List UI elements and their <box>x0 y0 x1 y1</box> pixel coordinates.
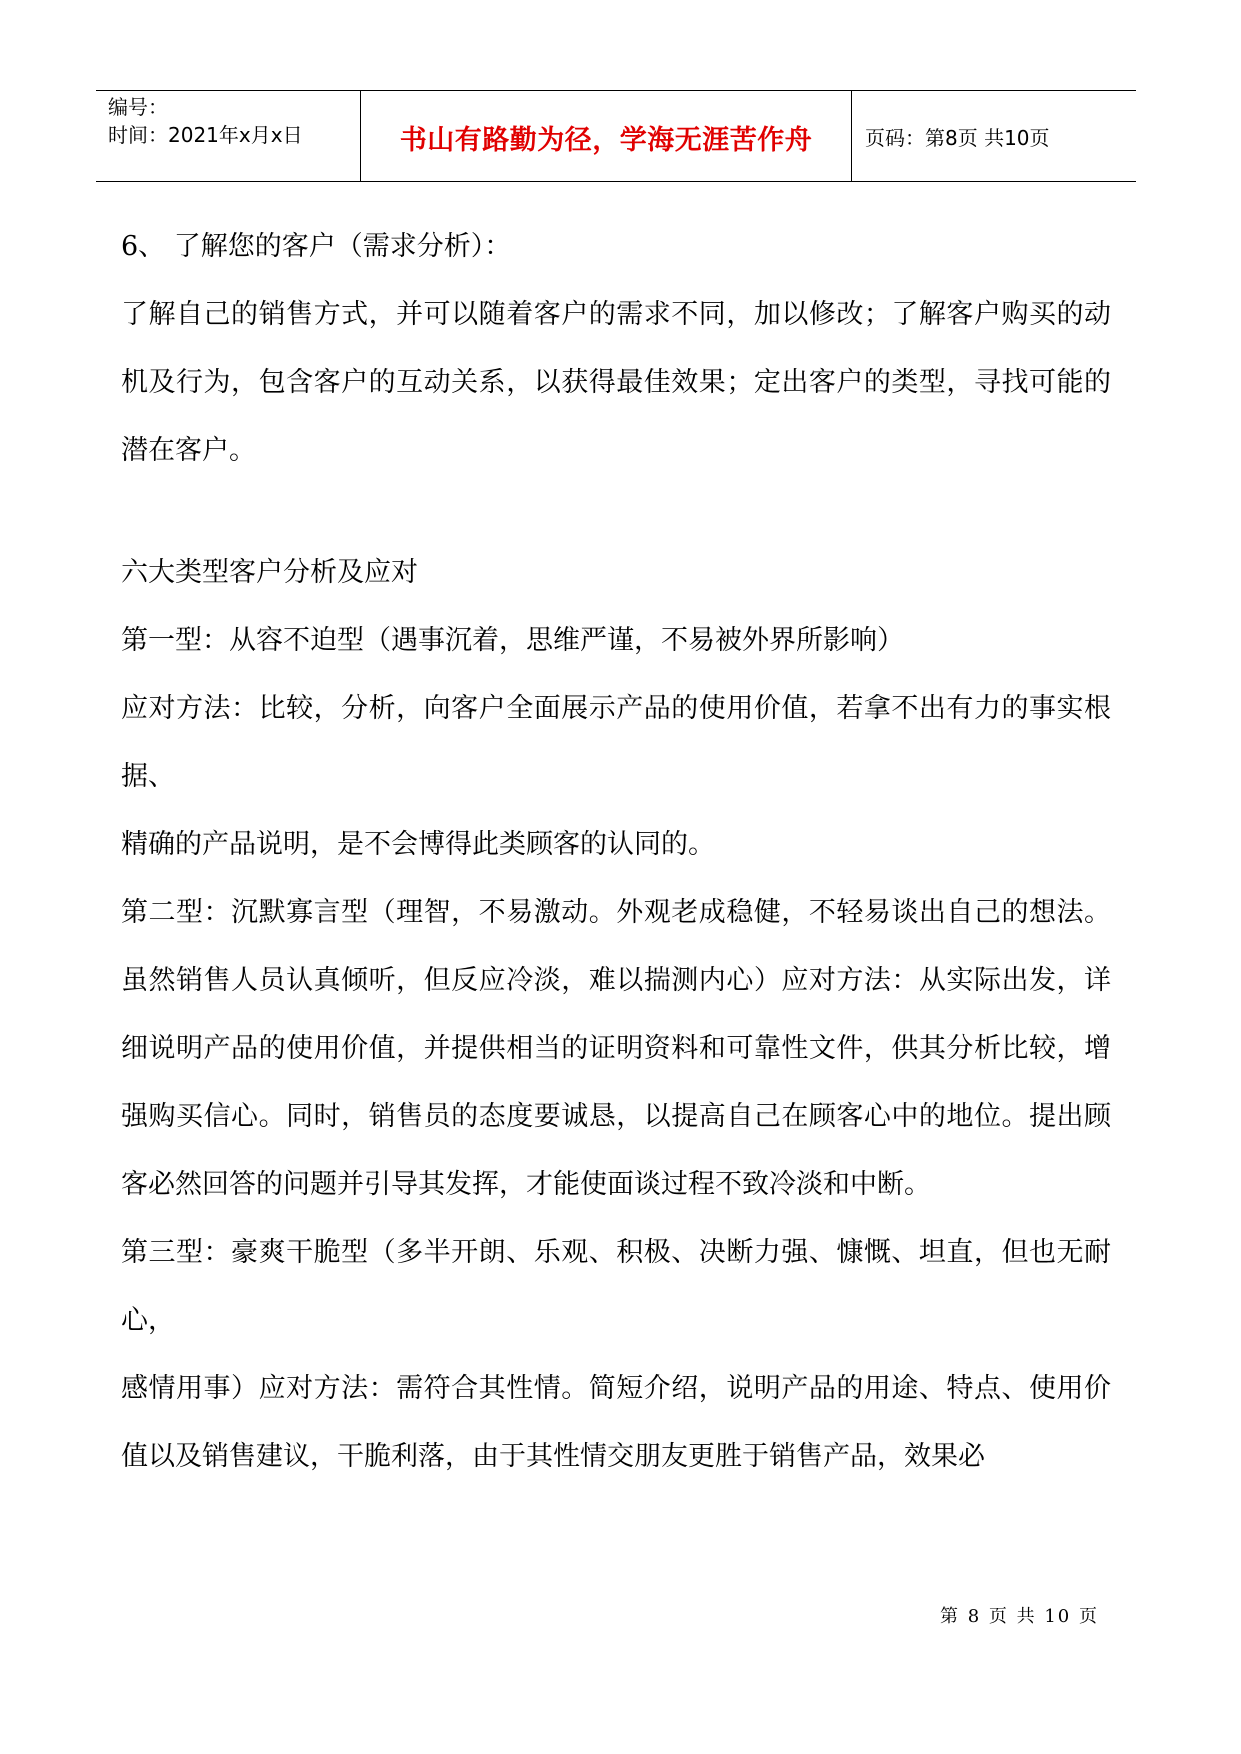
motto-text: 书山有路勤为径，学海无涯苦作舟 <box>399 124 813 156</box>
date-label: 时间：2021年x月x日 <box>108 123 303 147</box>
paragraph: 第二型：沉默寡言型（理智，不易激动。外观老成稳健，不轻易谈出自己的想法。虽然销售人员认真倾听，但反应冷淡，难以揣测内心）应对方法：从实际出发，详细说明产品的使用价值，并提供相当的证明资料和可靠性文件，供其分析比较，增强购买信心。同时，销售员的态度要诚恳，以提高自己在顾客心中的地位。提出顾客必然回答的问题并引导其发挥，才能使面谈过程不致冷淡和中断。 <box>121 897 1111 1200</box>
subsection-heading: 六大类型客户分析及应对 <box>121 557 418 588</box>
paragraph: 了解自己的销售方式，并可以随着客户的需求不同，加以修改；了解客户购买的动机及行为，包含客户的互动关系，以获得最佳效果；定出客户的类型，寻找可能的潜在客户。 <box>121 299 1111 466</box>
paragraph: 感情用事）应对方法：需符合其性情。简短介绍，说明产品的用途、特点、使用价值以及销售建议，干脆利落，由于其性情交朋友更胜于销售产品，效果必 <box>121 1373 1111 1472</box>
document-body <box>121 213 1111 1491</box>
header-motto-cell <box>361 91 852 181</box>
paragraph: 第三型：豪爽干脆型（多半开朗、乐观、积极、决断力强、慷慨、坦直，但也无耐心， <box>121 1237 1111 1336</box>
document-header <box>96 90 1136 182</box>
paragraph: 精确的产品说明，是不会博得此类顾客的认同的。 <box>121 829 715 860</box>
serial-number-label: 编号： <box>108 95 168 119</box>
section-heading: 6、 了解您的客户（需求分析）： <box>121 231 512 262</box>
header-meta-cell <box>96 91 361 181</box>
page-footer: 第 8 页 共 10 页 <box>940 1606 1099 1627</box>
paragraph: 应对方法：比较，分析，向客户全面展示产品的使用价值，若拿不出有力的事实根据、 <box>121 693 1111 792</box>
header-page-cell <box>852 91 1136 181</box>
paragraph: 第一型：从容不迫型（遇事沉着，思维严谨，不易被外界所影响） <box>121 625 904 656</box>
page-code-label: 页码：第8页 共10页 <box>865 125 1050 150</box>
paragraph-spacer <box>121 485 1111 539</box>
